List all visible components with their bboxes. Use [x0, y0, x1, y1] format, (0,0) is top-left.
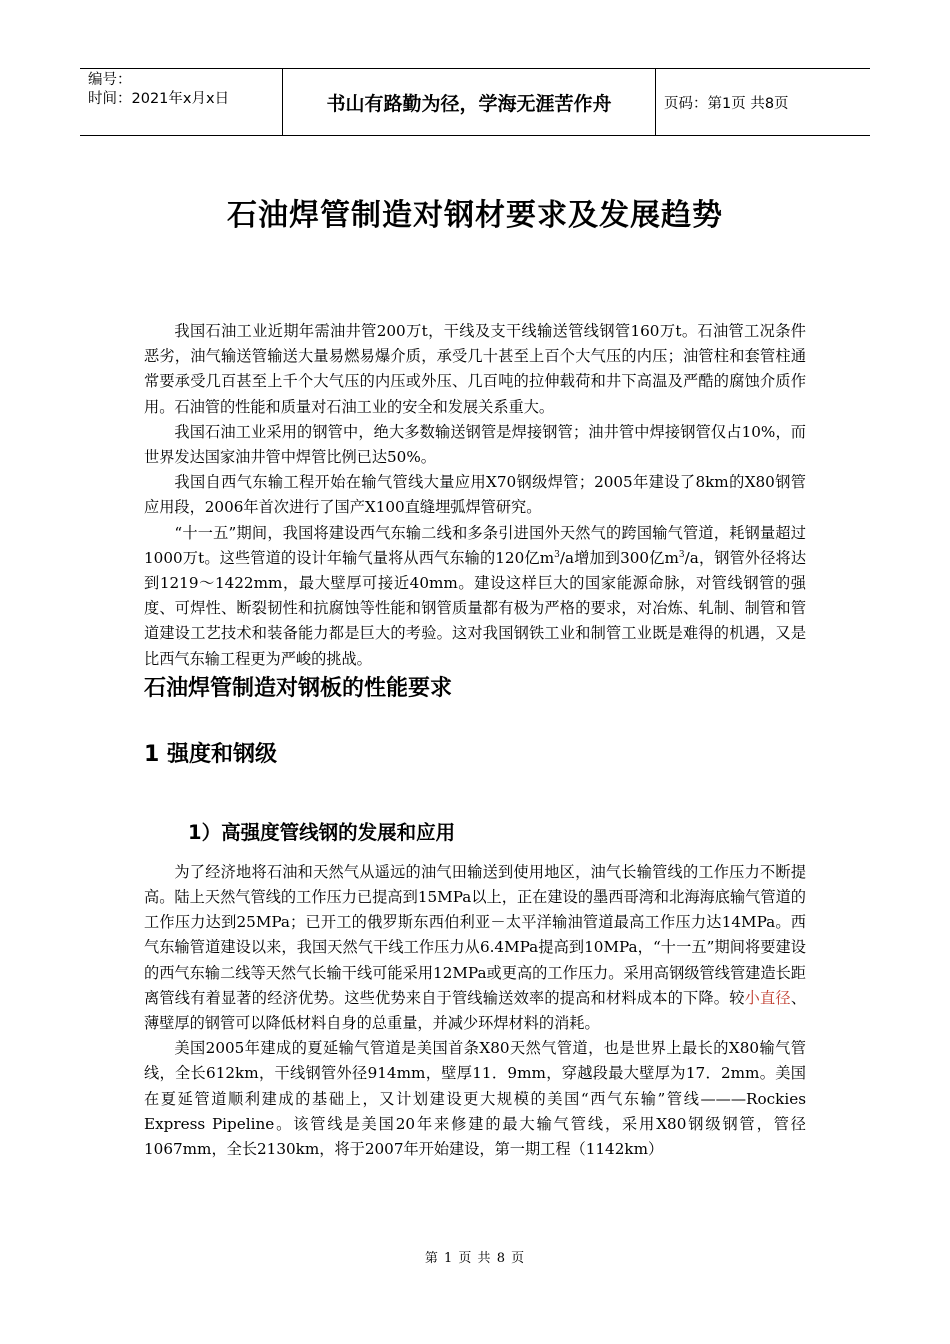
paragraph: 我国自西气东输工程开始在输气管线大量应用X70钢级焊管；2005年建设了8km的X80钢管应用段，2006年首次进行了国产X100直缝埋弧焊管研究。 [144, 473, 806, 517]
superscript: 3 [554, 549, 560, 560]
document-number-label: 编号： [88, 72, 132, 88]
header-motto: 书山有路勤为径，学海无涯苦作舟 [282, 69, 656, 135]
highlighted-term: 小直径 [744, 988, 791, 1007]
text-run: 为了经济地将石油和天然气从遥远的油气田输送到使用地区，油气长输管线的工作压力不断提高。陆上天然气管线的工作压力已提高到15MPa以上，正在建设的墨西哥湾和北海海底输气管道的工作压力达到25MPa；已开工的俄罗斯东西伯利亚－太平洋输油管道最高工作压力达14MPa。西气东输管道建设以来，我国天然气干线工作压力从6.4MPa提高到10MPa，“十一五”期间将要建设的西气东输二线等天然气长输干线可能采用12MPa或更高的工作压力。采用高钢级管线管建造长距离管线有着显著的经济优势。这些优势来自于管线输送效率的提高和材料成本的下降。较 [144, 862, 806, 1007]
paragraph: 我国石油工业采用的钢管中，绝大多数输送钢管是焊接钢管；油井管中焊接钢管仅占10%，而世界发达国家油井管中焊管比例已达50%。 [144, 422, 806, 467]
document-time: 时间：2021年x月x日 [88, 91, 230, 107]
header-meta [80, 69, 282, 135]
text-run: /a增加到300亿m [559, 548, 679, 567]
subsection-heading-high-strength: 1）高强度管线钢的发展和应用 [188, 820, 456, 844]
paragraph: 我国石油工业近期年需油井管200万t，干线及支干线输送管线钢管160万t。石油管工况条件恶劣，油气输送管输送大量易燃易爆介质，承受几十甚至上百个大气压的内压；油管柱和套管柱通常要承受几百甚至上千个大气压的内压或外压、几百吨的拉伸载荷和井下高温及严酷的腐蚀介质作用。石油管的性能和质量对石油工业的安全和发展关系重大。 [144, 322, 806, 416]
page-footer: 第 1 页 共 8 页 [424, 1251, 526, 1266]
superscript: 3 [678, 549, 685, 560]
section-heading-strength: 1 强度和钢级 [144, 741, 277, 767]
text-run: /a，钢管外径将达到1219～1422mm，最大壁厚可接近40mm。建设这样巨大的国家能源命脉，对管线钢管的强度、可焊性、断裂韧性和抗腐蚀等性能和钢管质量都有极为严格的要求，对冶炼、轧制、制管和管道建设工艺技术和装备能力都是巨大的考验。这对我国钢铁工业和制管工业既是难得的机遇，又是比西气东输工程更为严峻的挑战。 [144, 548, 807, 668]
page-header [80, 68, 870, 136]
section-heading-performance: 石油焊管制造对钢板的性能要求 [144, 675, 453, 701]
text-run: 、薄壁厚的钢管可以降低材料自身的总重量，并减少环焊材料的消耗。 [144, 988, 807, 1033]
document-body [144, 319, 806, 1162]
paragraph: 美国2005年建成的夏延输气管道是美国首条X80天然气管道，也是世界上最长的X80输气管线，全长612km，干线钢管外径914mm，壁厚11．9mm，穿越段最大壁厚为17．2mm。美国在夏延管道顺利建成的基础上，又计划建设更大规模的美国“西气东输”管线———Rockies Express Pipeline。该管线是美国20年来修建的最大输气管线，采用X80钢级钢管，管径1067mm，全长2130km，将于2007年开始建设，第一期工程（1142km） [144, 1039, 806, 1159]
document-title: 石油焊管制造对钢材要求及发展趋势 [227, 198, 723, 233]
paragraph [144, 860, 806, 1036]
header-page-info: 页码：第1页 共8页 [664, 95, 789, 112]
text-run: “十一五”期间，我国将建设西气东输二线和多条引进国外天然气的跨国输气管道，耗钢量超过1000万t。这些管道的设计年输气量将从西气东输的120亿m [144, 523, 806, 567]
paragraph [144, 521, 806, 672]
